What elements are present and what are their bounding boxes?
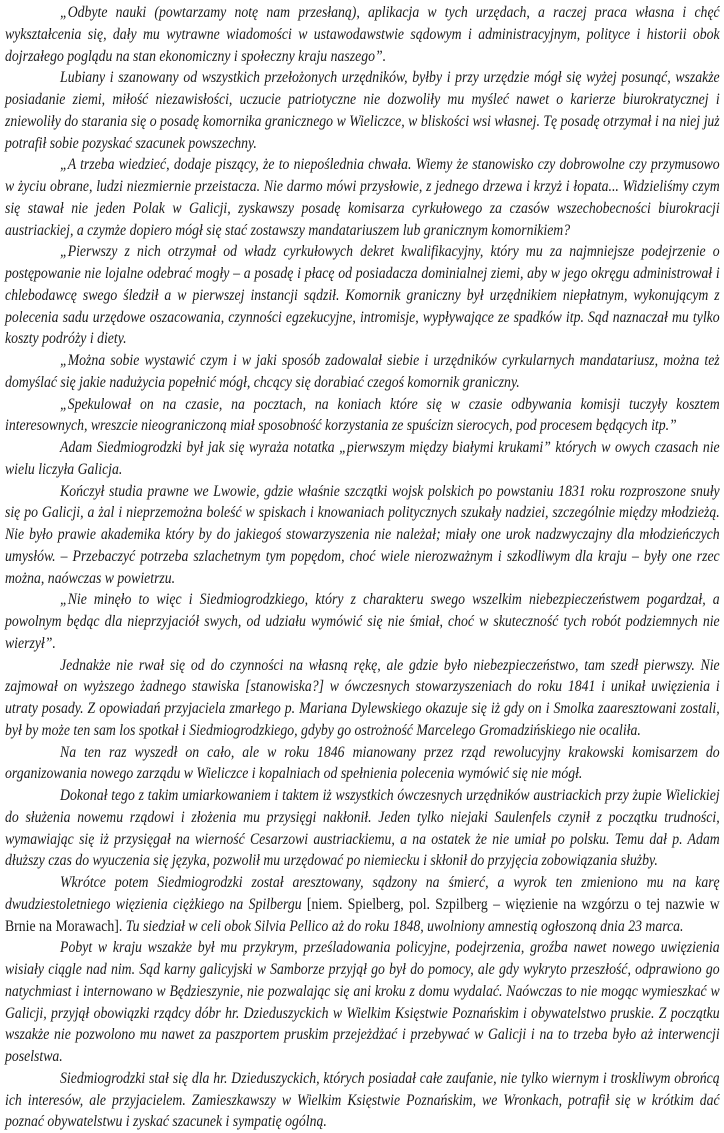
paragraph: Adam Siedmiogrodzki był jak się wyraża notatka „pierwszym między białymi krukami” których w owych czasach nie wielu liczyła Galicja. [5,439,720,478]
paragraph: „Spekulował on na czasie, na pocztach, na koniach które się w czasie odbywania komisji tuczyły kosztem interesownych, wreszcie nieograniczoną miał sposobność korzystania ze spuścizn sierocych, pod procesem będących itp.” [5,395,720,435]
paragraph: „Odbyte nauki (powtarzamy notę nam przesłaną), aplikacja w tych urzędach, a raczej praca własna i chęć wykształcenia się, dały mu wytrawne wiadomości w ustawodawstwie sądowym i administracyjnym, polityce i historii obok dojrzałego poglądu na stan ekonomiczny i społeczny kraju naszego”. [5,4,720,65]
paragraph: Siedmiogrodzki stał się dla hr. Dzieduszyckich, których posiadał całe zaufanie, nie tylko wiernym i troskliwym obrońcą ich interesów, ale przyjacielem. Zamieszkawszy w Wielkim Księstwie Poznańskim, we Wronkach, potrafił się w krótkim dać poznać obywatelstwu i zyskać szacunek i sympatię ogólną. [5,1069,720,1131]
paragraph: Kończył studia prawne we Lwowie, gdzie właśnie szczątki wojsk polskich po powstaniu 1831 roku rozproszone snuły się po Galicji, a żal i nieprzemożna boleść w spiskach i knowaniach politycznych szukały nadziei, szczególnie między młodzieżą. Nie było prawie akademika który by do jakiegoś stowarzyszenia nie należał; miały one urok nadzwyczajny dla młodzieńczych umysłów. – Przebaczyć potrzeba szlachetnym tym popędom, choć wiele nierozważnym i szkodliwym dla kraju – były one rzec można, naówczas w powietrzu. [5,482,720,587]
paragraph: „A trzeba wiedzieć, dodaje piszący, że to niepoślednia chwała. Wiemy że stanowisko czy dobrowolne czy przymusowo w życiu obrane, ludzi niezmiernie przeistacza. Nie darmo mówi przysłowie, z jednego drzewa i krzyż i łopata... Widzieliśmy czym się stawał nie jeden Polak w Galicji, zyskawszy posadę komisarza cyrkułowego za czasów wszechobecności biurokracji austriackiej, a czymże dopiero mógł się stać zostawszy mandatariuszem lub granicznym komornikiem? [5,156,720,239]
paragraph: „Pierwszy z nich otrzymał od władz cyrkułowych dekret kwalifikacyjny, który mu za najmniejsze podejrzenie o postępowanie nie lojalne odebrać mogły – a posadę i płacę od posiadacza dominialnej ziemi, aby w jego okręgu administrował i chlebodawcę swego śledził a w pierwszej instancji sądził. Komornik graniczny był urzędnikiem niepłatnym, wykonującym z polecenia sadu urzędowe oszacowania, czynności egzekucyjne, intromisje, wypływające ze spadków itp. Sąd naznaczał mu tylko koszty podróży i diety. [5,243,720,348]
paragraph-text: Wkrótce potem Siedmiogrodzki został aresztowany, sądzony na śmierć, a wyrok ten zmieniono mu na karę dwudziestoletniego więzienia ciężkiego na Spilbergu [5,874,720,913]
paragraph: Dokonał tego z takim umiarkowaniem i taktem iż wszystkich ówczesnych urzędników austriackich przy żupie Wielickiej do służenia nowemu rządowi i złożenia mu przysięgi nakłonił. Jeden tylko niejaki Saulenfels czynił z początku trudności, wymawiając się iż przysięgał na wierność Cesarzowi austriackiemu, a na ostatek że nie umiał po polsku. Temu dał p. Adam dłuższy czas do wyuczenia się języka, pozwolił mu urzędować po niemiecku i skłonił do przyjęcia zobowiązania służby. [5,787,720,870]
paragraph: Na ten raz wyszedł on cało, ale w roku 1846 mianowany przez rząd rewolucyjny krakowski komisarzem do organizowania nowego zarządu w Wieliczce i kopalniach od spełnienia polecenia wymówić się nie mógł. [5,743,720,783]
paragraph: Pobyt w kraju wszakże był mu przykrym, prześladowania policyjne, podejrzenia, groźba nawet nowego uwięzienia wisiały ciągle nad nim. Sąd karny galicyjski w Samborze przyjął go był do pomocy, ale gdy wykryto przeszłość, odprawiono go natychmiast i internowano w Będzieszynie, nie pozwalając się ani kroku z domu wydalać. Naówczas to nie mogąc wymieszkać w Galicji, przyjął obowiązki rządcy dóbr hr. Dzieduszyckich w Wielkim Księstwie Poznańskim i obywatelstwo pruskie. Z początku wszakże nie pozwolono mu nawet za paszportem pruskim przejeżdżać i przebywać w Galicji i na to trzeba było aż interwencji poselstwa. [5,939,720,1065]
paragraph-text: Tu siedział w celi obok Silvia Pellico aż do roku 1848, uwolniony amnestią ogłoszoną dnia 23 marca. [122,917,684,935]
paragraph: „Nie minęło to więc i Siedmiogrodzkiego, który z charakteru swego wszelkim niebezpieczeństwem pogardzał, a powolnym będąc dla nieprzyjaciół swych, od udziału wymówić się nie śmiał, choć w skuteczność tych robót podziemnych nie wierzył”. [5,591,720,652]
editorial-note: [niem. Spielberg, pol. Szpilberg – więzienie na wzgórzu o tej nazwie w Brnie na Morawach]. [5,895,720,935]
paragraph: Jednakże nie rwał się od do czynności na własną rękę, ale gdzie było niebezpieczeństwo, tam szedł pierwszy. Nie zajmował on wyższego żadnego stawiska [stanowiska?] w ówczesnych stowarzyszeniach do roku 1841 i unikał uwięzienia i utraty posady. Z opowiadań przyjaciela zmarłego p. Mariana Dylewskiego okazuje się iż gdy on i Smolka zaaresztowani zostali, był by może ten sam los spotkał i Siedmiogrodzkiego, gdyby go ostrożność Marcelego Gromadzińskiego nie ocaliła. [5,656,720,739]
paragraph: „Można sobie wystawić czym i w jaki sposób zadowalał siebie i urzędników cyrkularnych mandatariusz, można też domyślać się jakie nadużycia popełnić mógł, chcący się dorabiać czegoś komornik graniczny. [5,352,720,391]
document-page [5,2,720,1133]
paragraph: Lubiany i szanowany od wszystkich przełożonych urzędników, byłby i przy urzędzie mógł się wyżej posunąć, wszakże posiadanie ziemi, miłość niezawisłości, uczucie patriotyczne nie dozwoliły mu myśleć nawet o karierze biurokratycznej i zniewoliły do starania się o posadę komornika granicznego w Wieliczce, w bliskości wsi własnej. Tę posadę otrzymał i na niej już potrafił sobie pozyskać szacunek powszechny. [5,69,720,152]
paragraph-spilberg [5,872,720,937]
